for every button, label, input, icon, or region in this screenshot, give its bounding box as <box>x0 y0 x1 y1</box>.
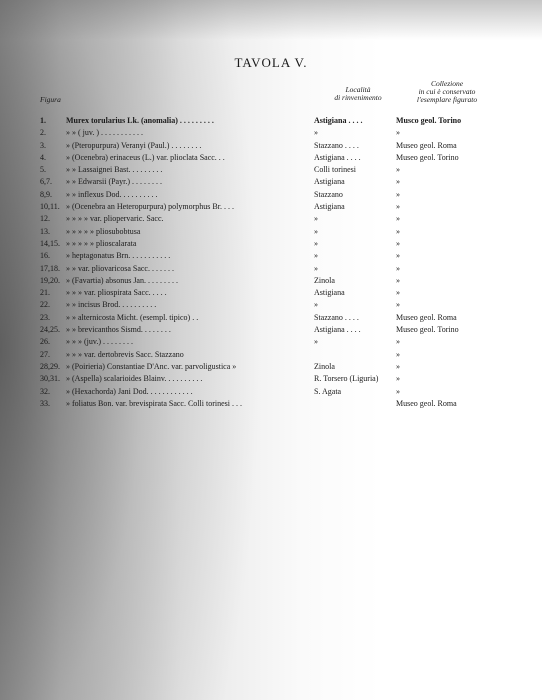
cell-loc: Stazzano . . . . <box>314 312 359 322</box>
table-row <box>40 288 510 300</box>
table-row <box>40 264 510 276</box>
cell-desc: » heptagonatus Brn. . . . . . . . . . . <box>66 251 171 261</box>
cell-fig: 10,11. <box>40 202 60 212</box>
cell-col: » <box>396 275 400 285</box>
cell-desc: » » » » » pliosubobtusa <box>66 226 141 236</box>
cell-fig: 23. <box>40 312 50 322</box>
cell-fig: 33. <box>40 398 50 408</box>
plate-table <box>40 116 510 411</box>
cell-desc: » (Pteropurpura) Veranyi (Paul.) . . . . . . . . <box>66 140 202 150</box>
table-row <box>40 153 510 165</box>
cell-loc: Astigiana <box>314 202 345 212</box>
cell-col: » <box>396 288 400 298</box>
cell-col: » <box>396 202 400 212</box>
cell-loc: » <box>314 263 318 273</box>
table-row <box>40 387 510 399</box>
table-row <box>40 165 510 177</box>
table-row <box>40 276 510 288</box>
cell-loc: » <box>314 238 318 248</box>
cell-loc: » <box>314 300 318 310</box>
cell-col: » <box>396 177 400 187</box>
cell-fig: 21. <box>40 288 50 298</box>
cell-desc: » (Poirieria) Constantiae D'Anc. var. parvoligustica » <box>66 361 237 371</box>
cell-desc: » (Aspella) scalarioides Blainv. . . . . . . . . . <box>66 374 203 384</box>
table-row <box>40 374 510 386</box>
cell-fig: 4. <box>40 152 46 162</box>
cell-fig: 28,29. <box>40 361 60 371</box>
cell-fig: 22. <box>40 300 50 310</box>
table-row <box>40 177 510 189</box>
table-row <box>40 300 510 312</box>
cell-fig: 30,31. <box>40 374 60 384</box>
cell-fig: 14,15. <box>40 238 60 248</box>
cell-fig: 19,20. <box>40 275 60 285</box>
column-header-collezione: Collezione in cui è conservato l'esemplare figurato <box>416 79 478 104</box>
cell-col: » <box>396 349 400 359</box>
column-header-localita: Località di rinvenimento <box>334 85 382 102</box>
cell-desc: » (Favartia) absonus Jan. . . . . . . . . <box>66 275 178 285</box>
cell-desc: » » incisus Brod. . . . . . . . . . <box>66 300 157 310</box>
cell-fig: 5. <box>40 165 46 175</box>
table-row <box>40 116 510 128</box>
cell-fig: 1. <box>40 116 46 125</box>
cell-loc: » <box>314 128 318 138</box>
cell-col: Museo geol. Roma <box>396 398 457 408</box>
cell-col: » <box>396 214 400 224</box>
cell-fig: 24,25. <box>40 325 60 335</box>
cell-desc: » » inflexus Dod. . . . . . . . . . <box>66 189 158 199</box>
cell-desc: » » var. pliovaricosa Sacc. . . . . . . <box>66 263 174 273</box>
cell-desc: » » alternicosta Micht. (esempl. tipico) . . <box>66 312 199 322</box>
cell-fig: 3. <box>40 140 46 150</box>
cell-loc: Astigiana . . . . <box>314 116 363 125</box>
cell-fig: 27. <box>40 349 50 359</box>
cell-fig: 8,9. <box>40 189 52 199</box>
cell-fig: 32. <box>40 386 50 396</box>
table-row <box>40 399 510 411</box>
cell-col: Museo geol. Roma <box>396 312 457 322</box>
cell-col: » <box>396 251 400 261</box>
table-row <box>40 251 510 263</box>
table-row <box>40 128 510 140</box>
table-row <box>40 362 510 374</box>
table-row <box>40 313 510 325</box>
cell-desc: » » » var. pliospirata Sacc. . . . . <box>66 288 167 298</box>
cell-col: » <box>396 189 400 199</box>
cell-col: » <box>396 386 400 396</box>
cell-desc: » » » » var. pliopervaric. Sacc. <box>66 214 164 224</box>
table-row <box>40 325 510 337</box>
cell-loc: Zinola <box>314 361 335 371</box>
cell-loc: » <box>314 226 318 236</box>
cell-col: » <box>396 226 400 236</box>
cell-loc: Astigiana <box>314 288 345 298</box>
cell-col: » <box>396 361 400 371</box>
table-row <box>40 214 510 226</box>
table-row <box>40 202 510 214</box>
cell-loc: Astigiana <box>314 177 345 187</box>
cell-desc: » » Lassaignei Bast. . . . . . . . . <box>66 165 163 175</box>
cell-desc: » » brevicanthos Sismd. . . . . . . . <box>66 325 171 335</box>
cell-col: » <box>396 337 400 347</box>
cell-col: Museo geol. Torino <box>396 152 459 162</box>
cell-loc: » <box>314 214 318 224</box>
cell-col: » <box>396 374 400 384</box>
cell-desc: » » » » » plioscalarata <box>66 238 137 248</box>
cell-col: » <box>396 165 400 175</box>
table-row <box>40 227 510 239</box>
cell-col: Museo geol. Torino <box>396 325 459 335</box>
cell-loc: Astigiana . . . . <box>314 325 361 335</box>
table-row <box>40 350 510 362</box>
cell-loc: » <box>314 337 318 347</box>
cell-loc: Zinola <box>314 275 335 285</box>
cell-col: » <box>396 128 400 138</box>
cell-desc: » » ( juv. ) . . . . . . . . . . . <box>66 128 144 138</box>
cell-loc: S. Agata <box>314 386 342 396</box>
cell-fig: 2. <box>40 128 46 138</box>
cell-fig: 13. <box>40 226 50 236</box>
cell-col: » <box>396 263 400 273</box>
cell-fig: 12. <box>40 214 50 224</box>
cell-col: » <box>396 300 400 310</box>
cell-col: » <box>396 238 400 248</box>
cell-desc: » » » var. dertobrevis Sacc. Stazzano <box>66 349 184 359</box>
cell-loc: » <box>314 251 318 261</box>
column-header-figura: Figura <box>40 95 61 104</box>
cell-loc: Colli torinesi <box>314 165 356 175</box>
cell-col: Musco geol. Torino <box>396 116 462 125</box>
cell-desc: » (Ocenebra) erinaceus (L.) var. plioclata Sacc. . . <box>66 152 225 162</box>
table-row <box>40 337 510 349</box>
cell-loc: R. Torsero (Liguria) <box>314 374 379 384</box>
cell-loc: Stazzano . . . . <box>314 140 359 150</box>
cell-desc: » foliatus Bon. var. brevispirata Sacc. Colli torinesi . . . <box>66 398 242 408</box>
table-row <box>40 190 510 202</box>
cell-fig: 17,18. <box>40 263 60 273</box>
cell-fig: 26. <box>40 337 50 347</box>
cell-fig: 6,7. <box>40 177 52 187</box>
table-row <box>40 141 510 153</box>
cell-fig: 16. <box>40 251 50 261</box>
cell-desc: » (Ocenebra an Heteropurpura) polymorphus Br. . . . <box>66 202 234 212</box>
cell-loc: Astigiana . . . . <box>314 152 361 162</box>
cell-desc: » » Edwarsii (Payr.) . . . . . . . . <box>66 177 162 187</box>
cell-desc: » (Hexachorda) Jani Dod. . . . . . . . . . . . <box>66 386 193 396</box>
cell-col: Museo geol. Roma <box>396 140 457 150</box>
cell-desc: » » » (juv.) . . . . . . . . <box>66 337 134 347</box>
table-row <box>40 239 510 251</box>
cell-desc: Murex torularius Lk. (anomalia) . . . . . . . . . <box>66 116 214 125</box>
cell-loc: Stazzano <box>314 189 343 199</box>
page-title: TAVOLA V. <box>234 55 308 70</box>
